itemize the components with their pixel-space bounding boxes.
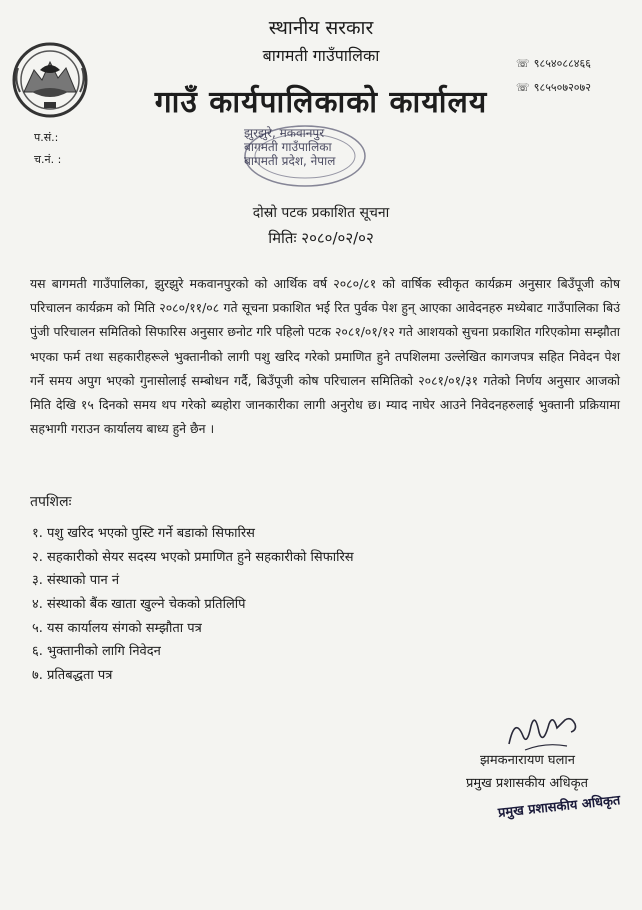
list-item: २. सहकारीको सेयर सदस्य भएको प्रमाणित हुने सहकारीको सिफारिस — [32, 549, 354, 565]
notice-date: मितिः २०८०/०२/०२ — [268, 229, 374, 247]
list-item: ६. भुक्तानीको लागि निवेदन — [32, 644, 161, 660]
office-title: गाउँ कार्यपालिकाको कार्यालय — [154, 85, 488, 120]
phone-number: ९८५४०८८४६६ — [533, 57, 591, 70]
list-item: ५. यस कार्यालय संगको सम्झौता पत्र — [32, 620, 202, 636]
notice-title: दोस्रो पटक प्रकाशित सूचना — [252, 205, 390, 221]
header-line-local-government: स्थानीय सरकार — [268, 17, 374, 39]
list-item: ७. प्रतिबद्धता पत्र — [32, 668, 113, 684]
contact-phone-2 — [516, 80, 591, 95]
phone-icon: ☏ — [516, 57, 530, 70]
list-item: १. पशु खरिद भएको पुस्टि गर्ने बडाको सिफारिस — [32, 526, 255, 541]
contact-phone-1 — [516, 56, 591, 71]
office-stamp-text: झुरझुरे, मकवानपुर बागमती गाउँपालिका बागमती प्रदेश, नेपाल — [244, 126, 336, 168]
header-line-municipality: बागमती गाउँपालिका — [262, 46, 380, 65]
list-item: ४. संस्थाको बैंक खाता खुल्ने चेकको प्रतिलिपि — [32, 597, 246, 613]
phone-icon: ☏ — [516, 81, 530, 94]
notice-body-paragraph: यस बागमती गाउँपालिका, झुरझुरे मकवानपुरको को आर्थिक वर्ष २०८०/८१ को वार्षिक स्वीकृत कार्यक्रम अनुसार बिउँपूजी कोष परिचालन कार्यक्रम को मिति २०८०/११/०८ गते सूचना प्रकाशित भई रित पुर्वक पेश हुन् आएका आवेदनहरु मध्येबाट गाउँपालिका बिउं पुंजी परिचालन समितिको सिफारिस अनुसार छनोट गरि पहिलो पटक २०८१/०१/१२ गते आशयको सुचना प्रकाशित गरिएकोमा सम्झौता भएका फर्म तथा सहकारीहरूले भुक्तानीको लागी पशु खरिद गरेको प्रमाणित हुने तपशिलमा उल्लेखित कागजपत्र सहित निवेदन पेश गर्ने समय अपुग भएको गुनासोलाई सम्बोधन गर्दै, बिउँपूजी कोष परिचालन समितिको २०८१/०१/३१ गतेको निर्णय अनुसार आजको मिति देखि १५ दिनको समय थप गरेको ब्यहोरा जानकारीका लागी अनुरोध छ। म्याद नाघेर आउने निवेदनहरुलाई भुक्तानी प्रक्रियामा सहभागी गराउन कार्यालय बाध्य हुने छैन । — [30, 276, 620, 437]
signatory-stamp: प्रमुख प्रशासकीय अधिकृत — [497, 793, 622, 821]
signatory-name: झमकनारायण घलान — [480, 753, 576, 768]
required-documents-list — [32, 522, 354, 688]
notice-body — [30, 272, 620, 441]
reference-number-label: प.सं.: — [34, 131, 59, 144]
handwritten-signature — [505, 706, 583, 754]
phone-number: ९८५५०७२०७२ — [533, 81, 591, 94]
dispatch-number-label: च.नं. : — [34, 153, 62, 166]
list-item: ३. संस्थाको पान नं — [32, 573, 120, 589]
details-heading: तपशिलः — [30, 494, 72, 510]
signatory-title: प्रमुख प्रशासकीय अधिकृत — [466, 776, 589, 791]
